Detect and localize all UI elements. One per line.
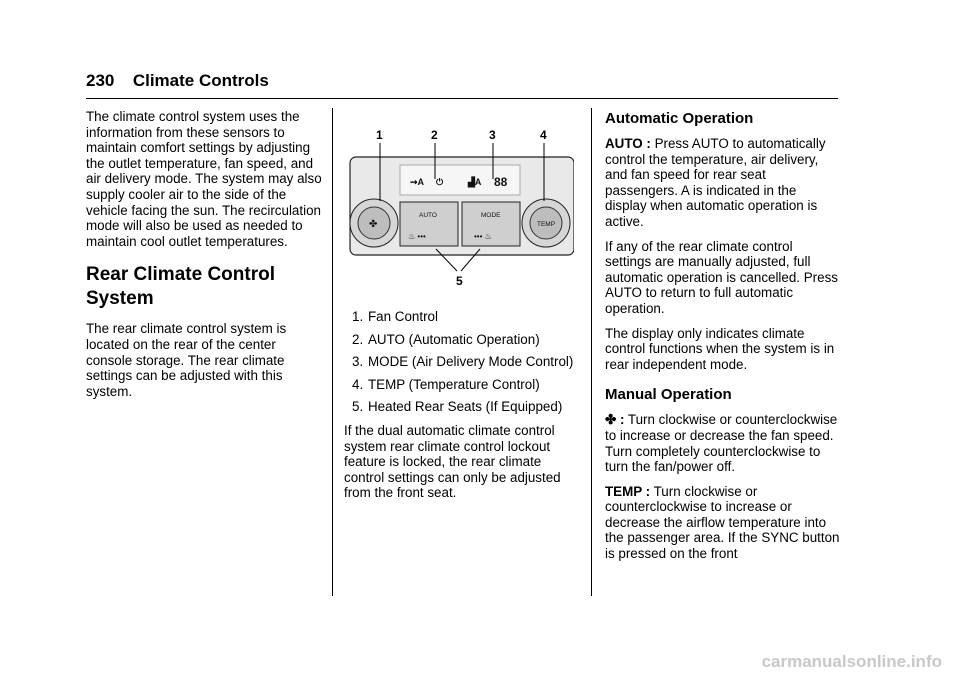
auto-term: AUTO : [605,136,651,151]
auto-paragraph: AUTO : Press AUTO to automatically control the temperature, air delivery, and fan speed for rear seat passengers. A is indicated in the display when automatic operation is active. [605,136,826,229]
header-rule [86,98,838,99]
display-paragraph: The display only indicates climate control functions when the system is in rear independent mode. [605,325,835,372]
watermark: carmanualsonline.info [761,652,942,671]
panel-illustration [344,125,574,305]
lockout-paragraph: If the dual automatic climate control system rear climate control lockout feature is locked, the rear climate control settings can only be adjusted from the front seat. [344,422,561,501]
control-list [344,309,582,415]
svg-text:⇝A: ⇝A [410,177,425,187]
intro-paragraph: The climate control system uses the information from these sensors to maintain comfort settings by adjusting the outlet temperature, fan speed, and air delivery mode. The system may also supply cooler air to the side of the vehicle facing the sun. The recirculation mode will also be used as needed to maintain cool outlet temperatures. [86,109,322,249]
auto-button-label: AUTO [419,212,437,219]
page-number: 230 [86,71,115,90]
callout-4: 4 [540,128,547,142]
list-item: 4. TEMP (Temperature Control) [352,376,540,392]
rear-climate-heading: Rear Climate Control System [86,264,275,310]
temp-term: TEMP : [605,483,651,499]
mode-button-label: MODE [481,212,501,219]
list-item: 3. MODE (Air Delivery Mode Control) [352,354,574,370]
temp-knob-label: TEMP [537,221,556,228]
middle-column [344,125,582,501]
section-title: Climate Controls [132,71,269,90]
right-column [605,110,841,571]
list-item: 1. Fan Control [352,309,438,324]
column-divider-2 [591,108,592,596]
svg-text:88: 88 [494,175,508,189]
svg-text:••• ♨: ••• ♨ [474,232,492,241]
svg-text:⏻: ⏻ [436,177,444,187]
svg-text:✤: ✤ [369,219,378,230]
fan-icon: ✤ [605,412,617,428]
manual-operation-heading: Manual Operation [605,386,732,404]
callout-2: 2 [431,128,438,142]
list-item: 5. Heated Rear Seats (If Equipped) [352,399,563,415]
temp-paragraph: TEMP : Turn clockwise or counterclockwise to increase or decrease the airflow temperature into the passenger area. If the SYNC button is pressed on the front [605,483,840,562]
callout-5: 5 [456,274,463,288]
callout-3: 3 [489,128,496,142]
list-item: 2. AUTO (Automatic Operation) [352,331,540,347]
rear-climate-panel-figure [344,125,574,305]
auto-cancel-paragraph: If any of the rear climate control settings are manually adjusted, full automatic operation is cancelled. Press AUTO to return to full automatic operation. [605,238,838,316]
callout-1: 1 [376,128,383,142]
fan-paragraph: ✤ : Turn clockwise or counterclockwise to increase or decrease the fan speed. Turn completely counterclockwise to turn the fan/power off. [605,412,838,475]
svg-text:♨ •••: ♨ ••• [408,232,426,241]
left-column [86,109,324,408]
page-header [86,71,838,91]
rear-climate-paragraph: The rear climate control system is located on the rear of the center console storage. The rear climate settings can be adjusted with this system. [86,321,287,399]
automatic-operation-heading: Automatic Operation [605,110,754,127]
column-divider-1 [332,108,333,596]
svg-text:▟A: ▟A [468,177,482,187]
